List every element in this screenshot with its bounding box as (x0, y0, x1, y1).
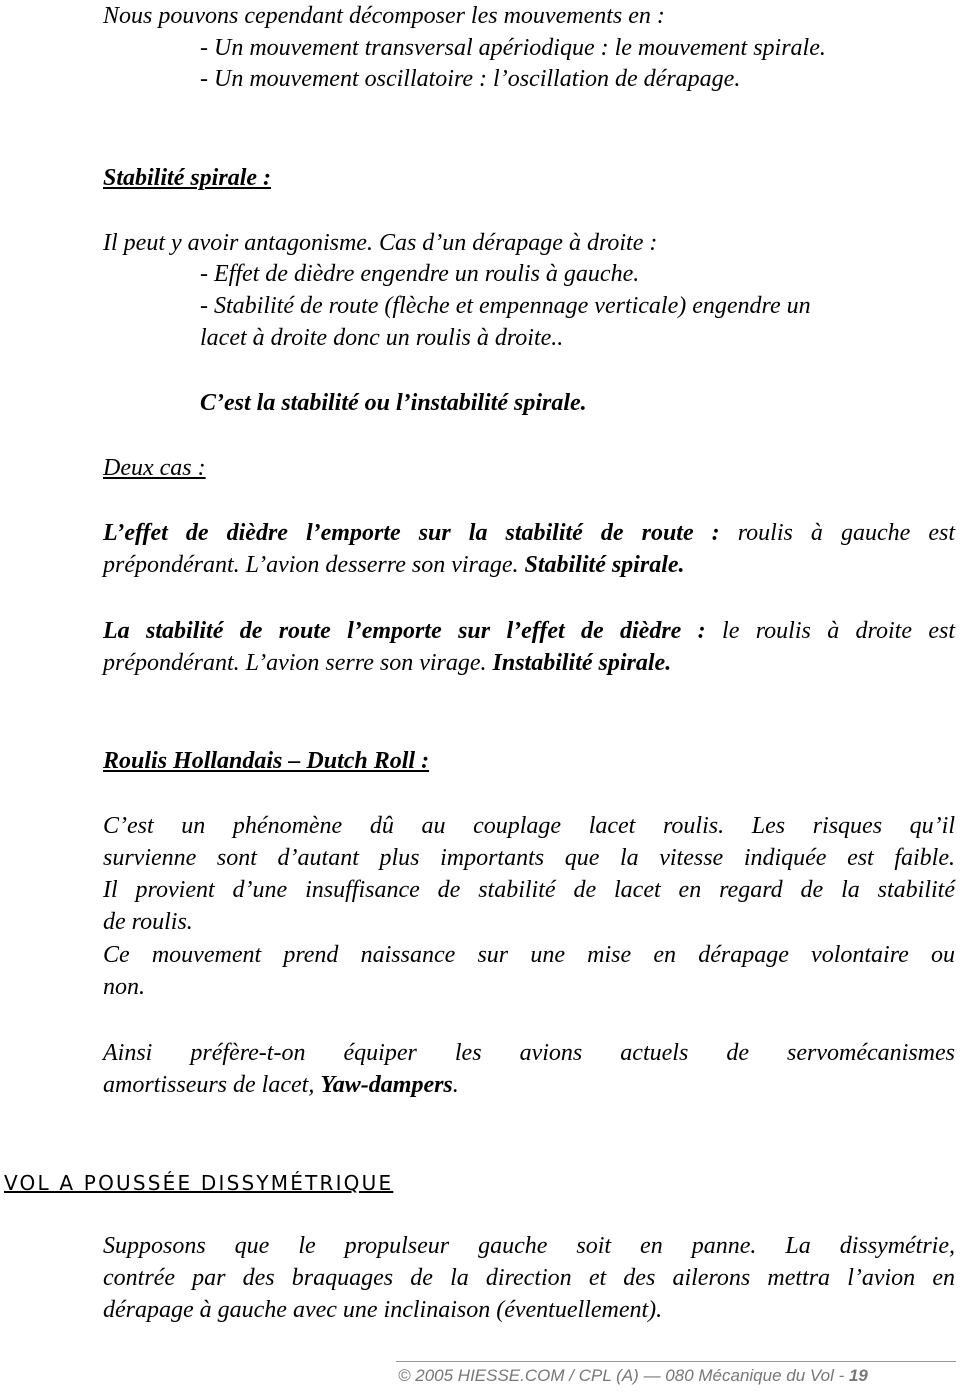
spiral-conclusion: C’est la stabilité ou l’instabilité spirale. (200, 390, 587, 416)
page-footer (398, 1366, 868, 1386)
case2-text2: prépondérant. L’avion serre son virage. (103, 650, 487, 676)
dutch-line-4: de roulis. (103, 909, 193, 935)
spiral-item-route-cont: lacet à droite donc un roulis à droite.. (200, 325, 564, 351)
dutch-line-8 (103, 1069, 459, 1101)
case2-text: le roulis à droite est (722, 618, 955, 644)
footer-text: © 2005 HIESSE.COM / CPL (A) — 080 Mécanique du Vol - (398, 1366, 845, 1385)
case2-result: Instabilité spirale. (492, 650, 672, 676)
case1-text2: prépondérant. L’avion desserre son virage. (103, 552, 519, 578)
asym-line-2: contrée par des braquages de la direction et des ailerons mettra l’avion en (103, 1265, 955, 1291)
heading-vol-poussee-dissymetrique: VOL A POUSSÉE DISSYMÉTRIQUE (4, 1171, 394, 1195)
dutch-line-5: Ce mouvement prend naissance sur une mise en dérapage volontaire ou (103, 942, 955, 968)
spiral-paragraph: Il peut y avoir antagonisme. Cas d’un dérapage à droite : (103, 230, 658, 256)
yaw-dampers-term: Yaw-dampers (320, 1072, 453, 1098)
page-number: 19 (848, 1366, 868, 1385)
case2-line2 (103, 647, 671, 679)
intro-line: Nous pouvons cependant décomposer les mouvements en : (103, 3, 665, 29)
dutch-line-6: non. (103, 974, 145, 1000)
dutch-line-2: survienne sont d’autant plus importants que la vitesse indiquée est faible. (103, 845, 955, 871)
spiral-item-route: - Stabilité de route (flèche et empennage verticale) engendre un (200, 293, 811, 319)
dutch-line-7: Ainsi préfère-t-on équiper les avions actuels de servomécanismes (103, 1040, 955, 1066)
case1-line1 (103, 517, 955, 549)
deux-cas-label: Deux cas : (103, 455, 206, 481)
heading-dutch-roll: Roulis Hollandais – Dutch Roll : (103, 748, 430, 774)
dutch-line-8-period: . (452, 1072, 459, 1098)
intro-item-oscillatoire: - Un mouvement oscillatoire : l’oscillation de dérapage. (200, 66, 741, 92)
case1-result: Stabilité spirale. (524, 552, 685, 578)
case2-bold: La stabilité de route l’emporte sur l’effet de dièdre : (103, 618, 706, 644)
spiral-item-diedre: - Effet de dièdre engendre un roulis à gauche. (200, 261, 640, 287)
footer-divider (396, 1361, 956, 1362)
case1-bold: L’effet de dièdre l’emporte sur la stabilité de route : (103, 520, 720, 546)
dutch-line-1: C’est un phénomène dû au couplage lacet roulis. Les risques qu’il (103, 813, 955, 839)
dutch-line-8-text: amortisseurs de lacet, (103, 1072, 315, 1098)
case1-line2 (103, 549, 685, 581)
heading-stabilite-spirale: Stabilité spirale : (103, 165, 271, 191)
case1-text: roulis à gauche est (737, 520, 956, 546)
asym-line-1: Supposons que le propulseur gauche soit en panne. La dissymétrie, (103, 1233, 955, 1259)
dutch-line-3: Il provient d’une insuffisance de stabilité de lacet en regard de la stabilité (103, 877, 955, 903)
case2-line1 (103, 615, 955, 647)
asym-line-3: dérapage à gauche avec une inclinaison (éventuellement). (103, 1297, 663, 1323)
intro-item-transversal: - Un mouvement transversal apériodique : le mouvement spirale. (200, 35, 826, 61)
